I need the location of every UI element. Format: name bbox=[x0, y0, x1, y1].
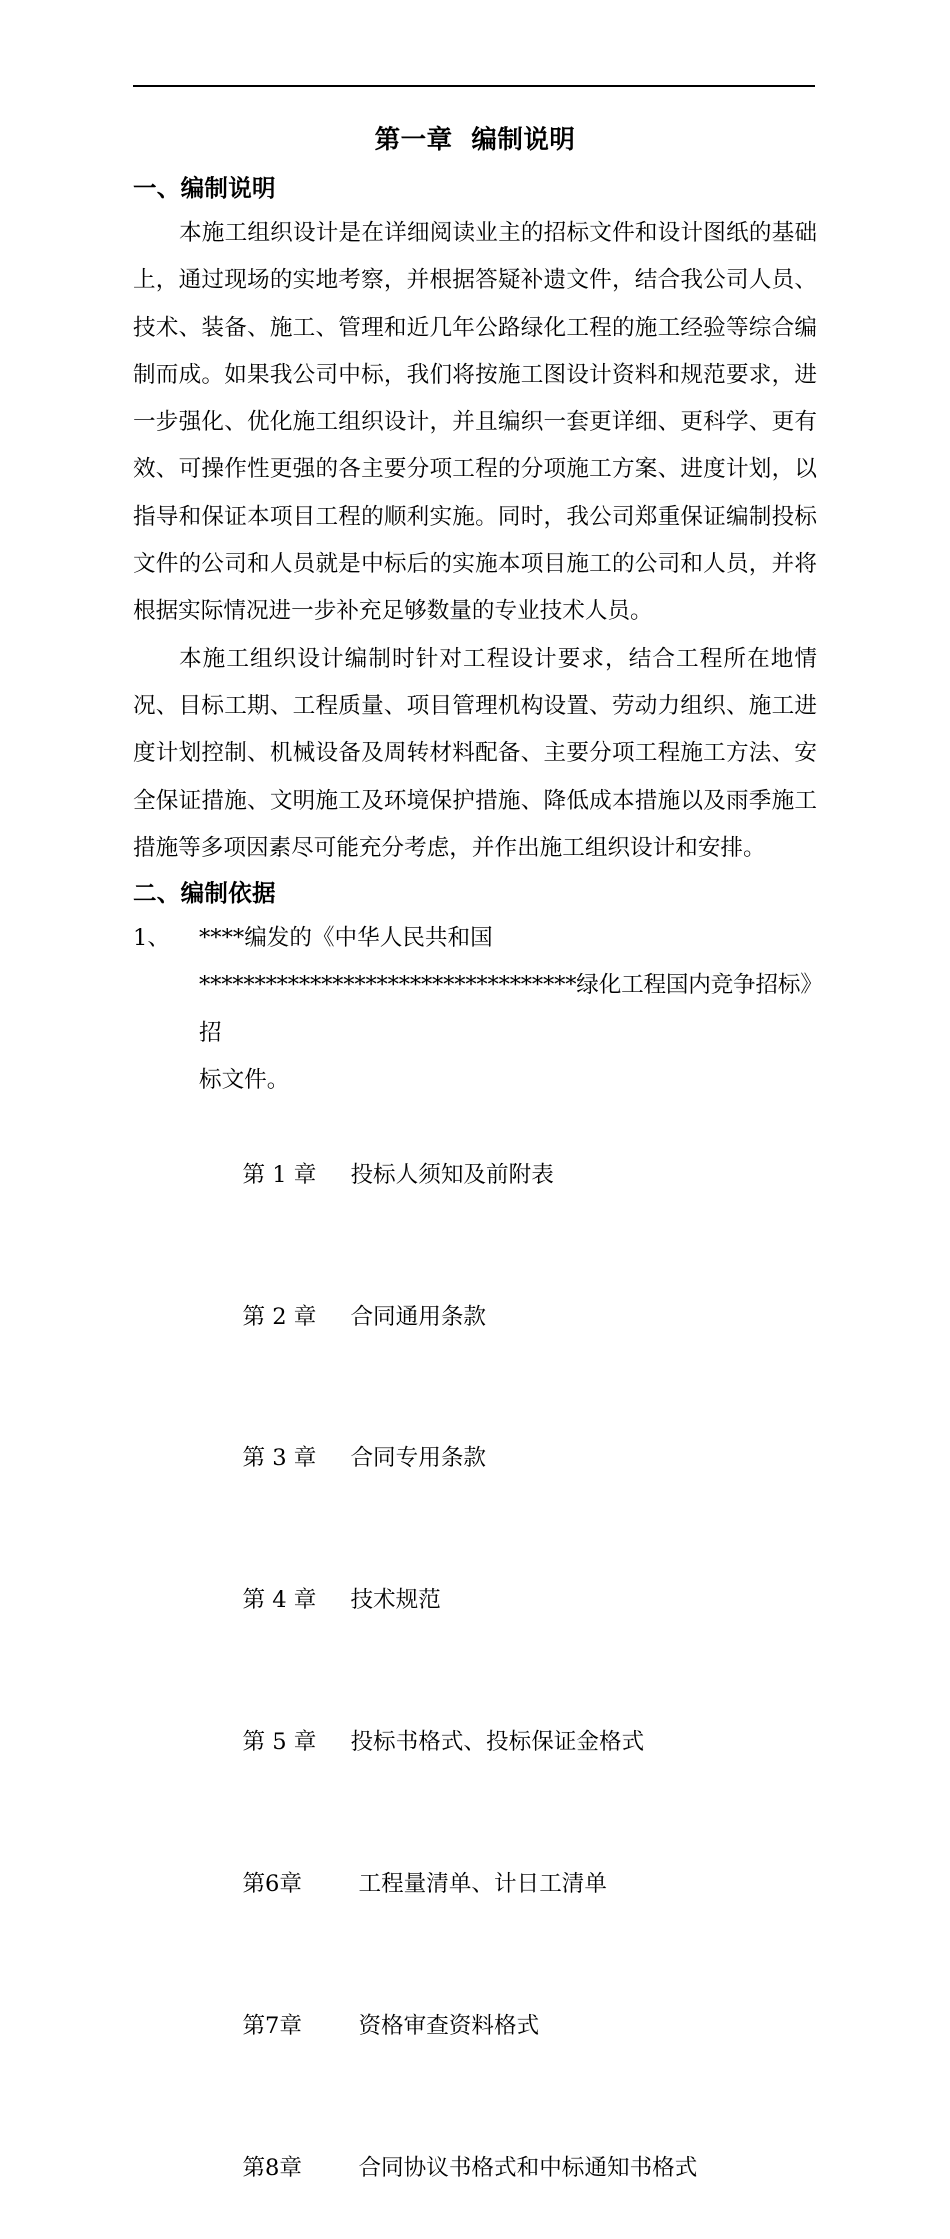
chapter-list-item bbox=[133, 1956, 817, 2098]
chapter-title: 合同协议书格式和中标通知书格式 bbox=[358, 2154, 698, 2181]
chapter-title: 合同通用条款 bbox=[350, 1303, 487, 1330]
chapter-reference-list bbox=[133, 1104, 817, 2239]
chapter-title: 技术规范 bbox=[350, 1587, 441, 1614]
chapter-label: 第 2 章 bbox=[242, 1303, 317, 1330]
chapter-list-item bbox=[133, 1246, 817, 1388]
page-title: 第一章 编制说明 bbox=[374, 125, 576, 155]
chapter-title: 合同专用条款 bbox=[350, 1445, 487, 1472]
reference-item-number: 1、 bbox=[133, 925, 170, 952]
chapter-title: 资格审查资料格式 bbox=[358, 2012, 540, 2039]
chapter-title: 工程量清单、计日工清单 bbox=[358, 1871, 607, 1898]
document-body bbox=[133, 118, 817, 2239]
chapter-label: 第 5 章 bbox=[242, 1729, 317, 1756]
paragraph-1-2: 本施工组织设计编制时针对工程设计要求，结合工程所在地情况、目标工期、工程质量、项目管理机构设置、劳动力组织、施工进度计划控制、机械设备及周转材料配备、主要分项工程施工方法、安全保证措施、文明施工及环境保护措施、降低成本措施以及雨季施工措施等多项因素尽可能充分考虑，并作出施工组织设计和安排。 bbox=[133, 645, 817, 861]
chapter-title: 投标人须知及前附表 bbox=[350, 1161, 554, 1188]
chapter-list-item bbox=[133, 1672, 817, 1814]
chapter-label: 第 3 章 bbox=[242, 1445, 317, 1472]
chapter-list-item bbox=[133, 1104, 817, 1246]
section-heading-2: 二、编制依据 bbox=[133, 879, 276, 908]
reference-item-line-3: 标文件。 bbox=[199, 1067, 290, 1094]
header-rule-divider bbox=[133, 85, 815, 87]
section-heading-1: 一、编制说明 bbox=[133, 174, 276, 202]
chapter-label: 第 1 章 bbox=[242, 1161, 317, 1188]
paragraph-1-1: 本施工组织设计是在详细阅读业主的招标文件和设计图纸的基础上，通过现场的实地考察，并根据答疑补遗文件，结合我公司人员、技术、装备、施工、管理和近几年公路绿化工程的施工经验等综合编制而成。如果我公司中标，我们将按施工图设计资料和规范要求，进一步强化、优化施工组织设计，并且编织一套更详细、更科学、更有效、可操作性更强的各主要分项工程的分项施工方案、进度计划，以指导和保证本项目工程的顺利实施。同时，我公司郑重保证编制投标文件的公司和人员就是中标后的实施本项目施工的公司和人员，并将根据实际情况进一步补充足够数量的专业技术人员。 bbox=[133, 220, 817, 625]
chapter-label: 第6章 bbox=[242, 1871, 303, 1898]
reference-item-1 bbox=[133, 915, 817, 1104]
chapter-list-item bbox=[133, 1388, 817, 1530]
chapter-list-item bbox=[133, 1530, 817, 1672]
reference-item-line-2: **********************************绿化工程国内竞争招标》招 bbox=[199, 972, 812, 1046]
reference-item-line-1: ****编发的《中华人民共和国 bbox=[199, 925, 493, 952]
chapter-label: 第7章 bbox=[242, 2012, 303, 2039]
chapter-label: 第 4 章 bbox=[242, 1587, 317, 1614]
chapter-list-item bbox=[133, 1814, 817, 1956]
chapter-title: 投标书格式、投标保证金格式 bbox=[350, 1729, 645, 1756]
chapter-label: 第8章 bbox=[242, 2154, 303, 2181]
chapter-list-item bbox=[133, 2098, 817, 2239]
